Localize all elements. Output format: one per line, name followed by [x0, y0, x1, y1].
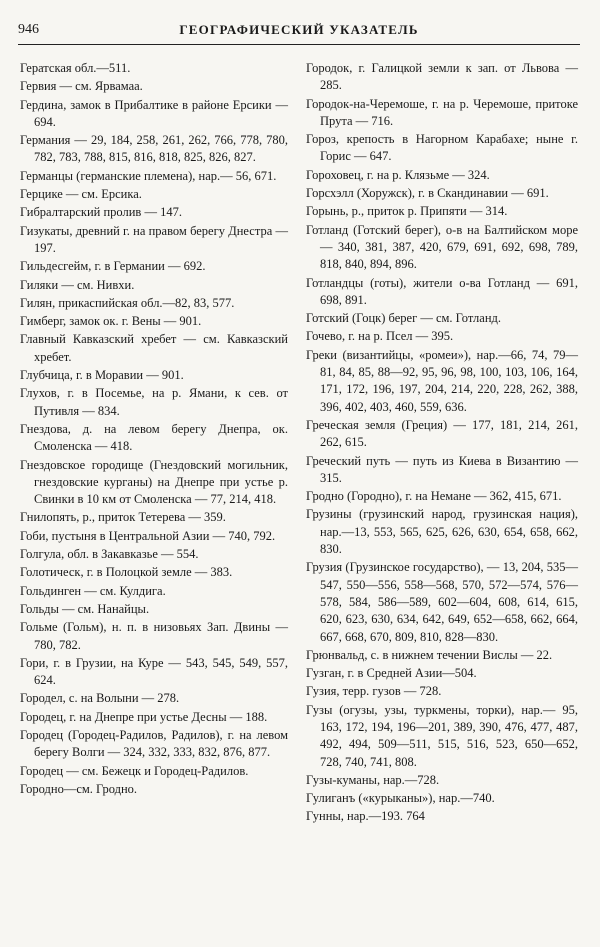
index-entry: Гулиганъ («курыканы»), нар.—740.: [306, 791, 495, 806]
index-entry: Глухов, г. в Посемье, на р. Ямани, к сев. от Путивля — 834.: [20, 386, 288, 418]
index-entry: Гольме (Гольм), н. п. в низовьях Зап. Двины — 780, 782.: [20, 620, 288, 652]
index-entry: Греческий путь — путь из Киева в Византию — 315.: [306, 453, 578, 485]
index-entry: Гератская обл.—511.: [20, 61, 131, 75]
index-entry: Гильдесгейм, г. в Германии — 692.: [20, 259, 206, 274]
index-entry: Гузы (огузы, узы, туркмены, торки), нар.— 95, 163, 172, 194, 196—201, 389, 390, 476, 477, 487, 492, 494, 509—511, 515, 516, 523, 650—652, 728, 740, 741, 808.: [306, 702, 578, 769]
index-entry: Грузины (грузинский народ, грузинская нация), нар.—13, 553, 565, 625, 626, 630, 654, 658, 662, 830.: [306, 507, 578, 557]
index-entry: Гердина, замок в Прибалтике в районе Ерсики — 694.: [20, 97, 288, 129]
index-entry: Главный Кавказский хребет — см. Кавказский хребет.: [20, 332, 288, 364]
index-entry: Гочево, г. на р. Псел — 395.: [306, 329, 454, 344]
left-column: [20, 60, 288, 799]
page-header: [18, 22, 580, 45]
index-entry: Городок, г. Галицкой земли к зап. от Львова — 285.: [306, 61, 578, 93]
index-entry: Гунны, нар.—193. 764: [306, 809, 425, 824]
index-entry: Голотическ, г. в Полоцкой земле — 383.: [20, 565, 233, 580]
index-entry: Гиляки — см. Нивхи.: [20, 277, 135, 292]
index-entry: Гузган, г. в Средней Азии—504.: [306, 666, 477, 681]
index-entry: Гороз, крепость в Нагорном Карабахе; ныне г. Горис — 647.: [306, 132, 578, 164]
index-entry: Гилян, прикаспийская обл.—82, 83, 577.: [20, 295, 235, 310]
index-entry: Городец, г. на Днепре при устье Десны — 188.: [20, 709, 268, 724]
index-entry: Германцы (германские племена), нар.— 56, 671.: [20, 168, 277, 183]
index-entry: Гимберг, замок ок. г. Вены — 901.: [20, 314, 202, 329]
index-entry: Гоби, пустыня в Центральной Азии — 740, 792.: [20, 528, 276, 543]
index-entry: Готландцы (готы), жители о-ва Готланд — 691, 698, 891.: [306, 275, 578, 307]
index-entry: Горсхэлл (Хоружск), г. в Скандинавии — 691.: [306, 186, 549, 201]
index-entry: Голгула, обл. в Закавказье — 554.: [20, 547, 199, 562]
index-entry: Гольды — см. Нанайцы.: [20, 601, 150, 616]
index-entry: Городел, с. на Волыни — 278.: [20, 691, 180, 706]
index-entry: Городец (Городец-Радилов, Радилов), г. на левом берегу Волги — 324, 332, 333, 832, 876, 877.: [20, 727, 288, 760]
index-entry: Городец — см. Бежецк и Городец-Радилов.: [20, 763, 249, 778]
index-entry: Гороховец, г. на р. Клязьме — 324.: [306, 167, 490, 182]
index-entry: Горынь, р., приток р. Припяти — 314.: [306, 204, 508, 219]
index-entry: Гервия — см. Ярвамаа.: [20, 79, 143, 94]
index-entry: Городно—см. Гродно.: [20, 781, 138, 796]
index-entry: Гнездовское городище (Гнездовский могильник, гнездовские курганы) на Днепре при устье р. Свинки в 10 км от Смоленска — 77, 214, 418.: [20, 457, 288, 507]
index-entry: Готский (Гоцк) берег — см. Готланд.: [306, 311, 501, 326]
index-entry: Городок-на-Черемоше, г. на р. Черемоше, притоке Прута — 716.: [306, 96, 578, 128]
index-entry: Германия — 29, 184, 258, 261, 262, 766, 778, 780, 782, 783, 788, 815, 816, 818, 825, 826, 827.: [20, 133, 288, 165]
index-entry: Гузы-куманы, нар.—728.: [306, 772, 440, 787]
index-entry: Гизукаты, древний г. на правом берегу Днестра — 197.: [20, 223, 288, 255]
index-entry: Гнездова, д. на левом берегу Днепра, ок. Смоленска — 418.: [20, 421, 288, 454]
index-entry: Глубчица, г. в Моравии — 901.: [20, 368, 184, 383]
index-entry: Гори, г. в Грузии, на Куре — 543, 545, 549, 557, 624.: [20, 655, 288, 688]
index-entry: Греческая земля (Греция) — 177, 181, 214, 261, 262, 615.: [306, 417, 578, 450]
right-column: [306, 60, 578, 827]
index-entry: Гольдинген — см. Кулдига.: [20, 583, 166, 598]
index-entry: Гродно (Городно), г. на Немане — 362, 415, 671.: [306, 489, 562, 504]
index-entry: Грюнвальд, с. в нижнем течении Вислы — 22.: [306, 647, 553, 662]
page-number: 946: [18, 22, 39, 37]
index-entry: Гнилопять, р., приток Тетерева — 359.: [20, 510, 226, 525]
index-entry: Грузия (Грузинское государство), — 13, 204, 535—547, 550—556, 558—568, 570, 572—574, 576—578, 584, 586—589, 602—604, 608, 614, 615, 620, 623, 630, 634, 642, 649, 652—658, 662, 664, 667, 668, 670, 809, 810, 828—830.: [306, 560, 578, 644]
index-entry: Гузия, терр. гузов — 728.: [306, 684, 442, 699]
index-entry: Готланд (Готский берег), о-в на Балтийском море — 340, 381, 387, 420, 679, 691, 692, 698, 789, 818, 840, 894, 896.: [306, 222, 578, 272]
index-entry: Греки (византийцы, «ромеи»), нар.—66, 74, 79—81, 84, 85, 88—92, 95, 96, 98, 100, 103, 106, 164, 171, 172, 196, 197, 204, 214, 220, 228, 262, 388, 396, 402, 403, 460, 559, 636.: [306, 347, 578, 414]
index-entry: Герцике — см. Ерсика.: [20, 187, 142, 202]
index-entry: Гибралтарский пролив — 147.: [20, 205, 182, 220]
header-title: ГЕОГРАФИЧЕСКИЙ УКАЗАТЕЛЬ: [179, 22, 419, 37]
